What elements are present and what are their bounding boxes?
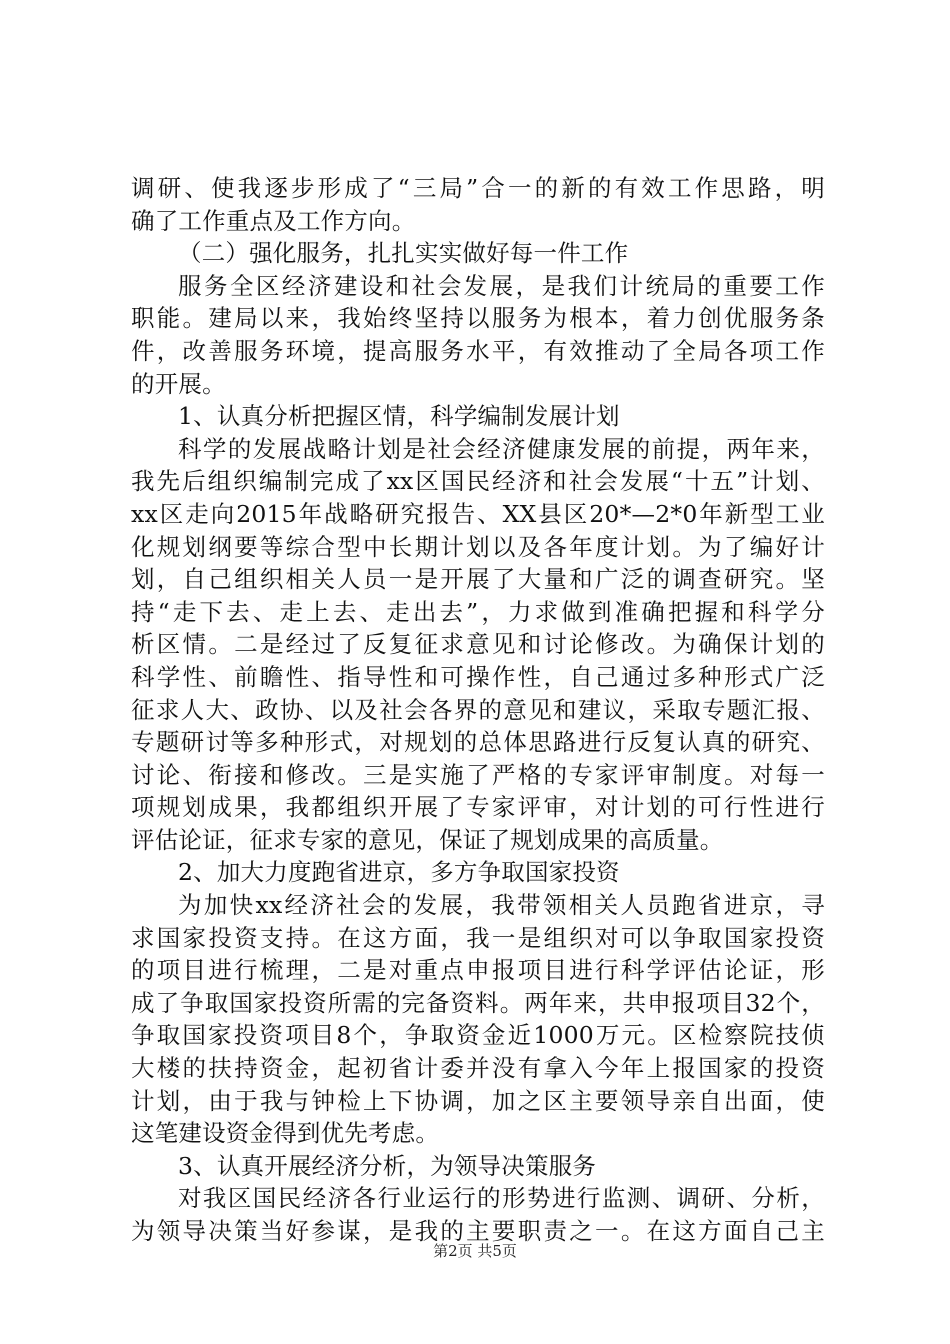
paragraph-line: 持“走下去、走上去、走出去”，力求做到准确把握和科学分 (131, 597, 825, 626)
paragraph-line: 求国家投资支持。在这方面，我一是组织对可以争取国家投资 (131, 923, 825, 952)
paragraph-line: 析区情。二是经过了反复征求意见和讨论修改。为确保计划的 (131, 630, 825, 659)
document-body (131, 172, 825, 1248)
page-footer: 第2页 共5页 (433, 1242, 517, 1260)
paragraph-line: 的开展。 (131, 369, 226, 398)
paragraph-line: 对我区国民经济各行业运行的形势进行监测、调研、分析， (178, 1184, 825, 1213)
paragraph-line: 职能。建局以来，我始终坚持以服务为根本，着力创优服务条 (131, 304, 825, 333)
section-heading: 1、认真分析把握区情，科学编制发展计划 (178, 402, 620, 431)
paragraph-line: 的项目进行梳理，二是对重点申报项目进行科学评估论证，形 (131, 956, 825, 985)
paragraph-line: 划，自己组织相关人员一是开展了大量和广泛的调查研究。坚 (131, 565, 825, 594)
paragraph-line: 科学性、前瞻性、指导性和可操作性，自己通过多种形式广泛 (131, 662, 825, 691)
paragraph-line: 为领导决策当好参谋，是我的主要职责之一。在这方面自己主 (131, 1217, 825, 1245)
paragraph-line: 化规划纲要等综合型中长期计划以及各年度计划。为了编好计 (131, 532, 825, 561)
paragraph-line: 调研、使我逐步形成了“三局”合一的新的有效工作思路，明 (131, 174, 825, 202)
paragraph-line: 我先后组织编制完成了xx区国民经济和社会发展“十五”计划、 (131, 467, 825, 496)
paragraph-line: 大楼的扶持资金，起初省计委并没有拿入今年上报国家的投资 (131, 1054, 825, 1083)
paragraph-line: 争取国家投资项目8个，争取资金近1000万元。区检察院技侦 (131, 1021, 825, 1050)
paragraph-line: 这笔建设资金得到优先考虑。 (131, 1119, 440, 1148)
paragraph-line: 讨论、衔接和修改。三是实施了严格的专家评审制度。对每一 (131, 760, 825, 789)
paragraph-line: 件，改善服务环境，提高服务水平，有效推动了全局各项工作 (131, 336, 825, 365)
paragraph-line: 征求人大、政协、以及社会各界的意见和建议，采取专题汇报、 (131, 695, 825, 724)
paragraph-line: 评估论证，征求专家的意见，保证了规划成果的高质量。 (131, 825, 724, 854)
paragraph-line: 服务全区经济建设和社会发展，是我们计统局的重要工作 (178, 271, 825, 300)
section-heading: 3、认真开展经济分析，为领导决策服务 (178, 1151, 597, 1180)
paragraph-line: 成了争取国家投资所需的完备资料。两年来，共申报项目32个， (131, 988, 825, 1017)
section-heading: 2、加大力度跑省进京，多方争取国家投资 (178, 858, 620, 887)
paragraph-line: 项规划成果，我都组织开展了专家评审，对计划的可行性进行 (131, 793, 825, 822)
paragraph-line: 为加快xx经济社会的发展，我带领相关人员跑省进京，寻 (178, 891, 825, 920)
paragraph-line: xx区走向2015年战略研究报告、XX县区20*—2*0年新型工业 (131, 499, 825, 528)
paragraph-line: 专题研讨等多种形式，对规划的总体思路进行反复认真的研究、 (131, 728, 825, 757)
paragraph-line: 计划，由于我与钟检上下协调，加之区主要领导亲自出面，使 (131, 1086, 825, 1115)
paragraph-line: 确了工作重点及工作方向。 (131, 206, 416, 235)
paragraph-line: 科学的发展战略计划是社会经济健康发展的前提，两年来， (178, 434, 825, 463)
section-heading: （二）强化服务，扎扎实实做好每一件工作 (178, 239, 629, 268)
